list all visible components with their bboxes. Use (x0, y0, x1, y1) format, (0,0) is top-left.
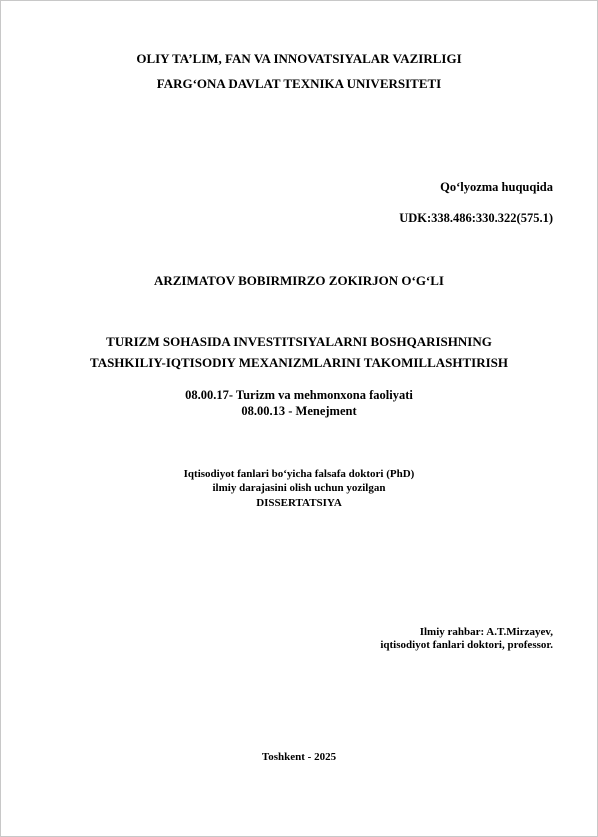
specialty-code-1: 08.00.17- Turizm va mehmonxona faoliyati (185, 388, 413, 402)
supervisor-title: iqtisodiyot fanlari doktori, professor. (380, 639, 553, 651)
specialty-code-2: 08.00.13 - Menejment (241, 404, 357, 418)
author-name: ARZIMATOV BOBIRMIRZO ZOKIRJON O‘G‘LI (153, 273, 444, 288)
dissertation-title-line1: TURIZM SOHASIDA INVESTITSIYALARNI BOSHQARISHNING (106, 334, 492, 349)
supervisor-name: Ilmiy rahbar: A.T.Mirzayev, (419, 626, 553, 638)
university-heading: FARG‘ONA DAVLAT TEXNIKA UNIVERSITETI (156, 76, 442, 91)
ministry-heading: OLIY TA’LIM, FAN VA INNOVATSIYALAR VAZIRLIGI (136, 51, 462, 66)
dissertation-label: DISSERTATSIYA (256, 497, 342, 509)
degree-line1: Iqtisodiyot fanlari bo‘yicha falsafa doktori (PhD) (183, 468, 415, 480)
udk-code: UDK:338.486:330.322(575.1) (399, 211, 553, 225)
place-and-year: Toshkent - 2025 (261, 751, 337, 763)
dissertation-title-line2: TASHKILIY-IQTISODIY MEXANIZMLARINI TAKOMILLASHTIRISH (89, 355, 509, 370)
manuscript-rights-label: Qo‘lyozma huquqida (440, 180, 553, 194)
degree-line2: ilmiy darajasini olish uchun yozilgan (212, 482, 386, 494)
